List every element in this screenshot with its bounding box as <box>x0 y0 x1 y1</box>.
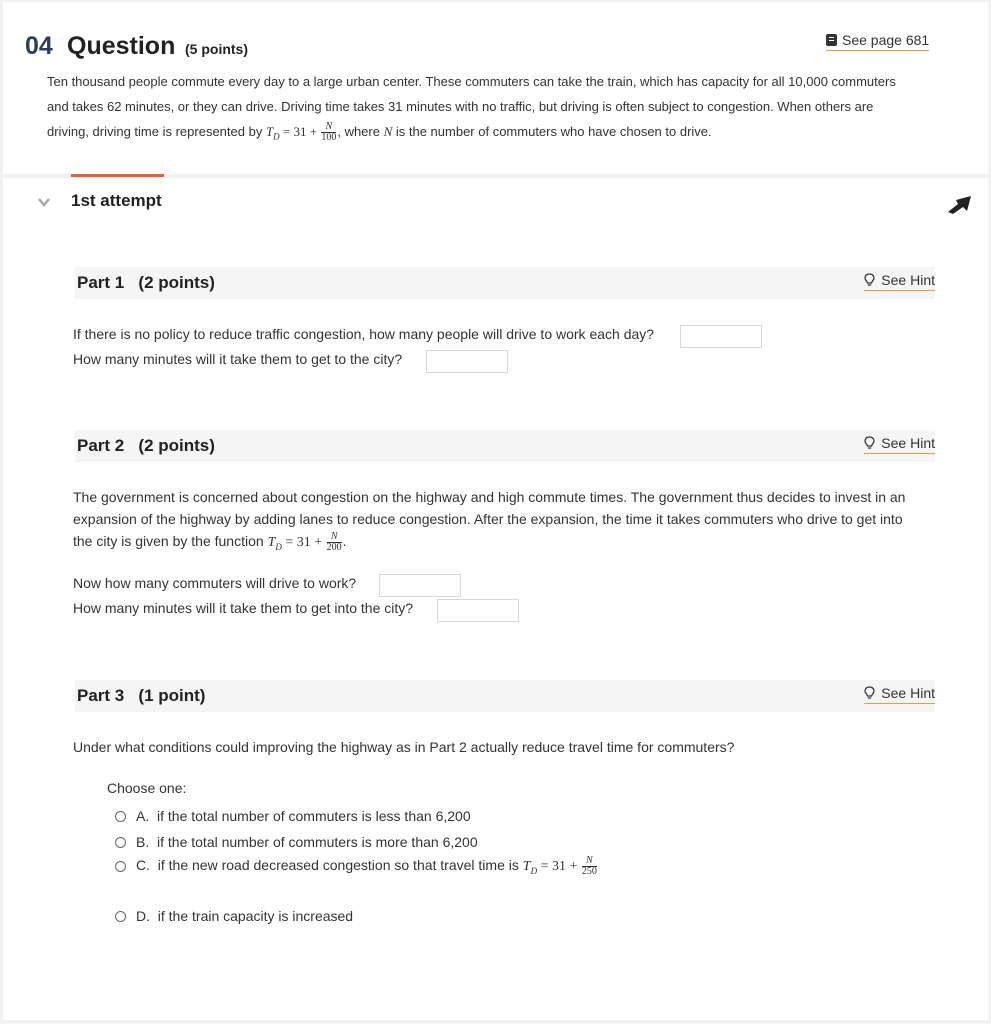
part1-answer2-input[interactable] <box>426 350 508 373</box>
formula-eq: = 31 + <box>281 535 326 550</box>
radio-button[interactable] <box>115 811 126 822</box>
part2-answer2-input[interactable] <box>437 599 519 622</box>
option-label: D. if the train capacity is increased <box>136 908 354 924</box>
text-fragment: the city is given by the function <box>73 533 268 549</box>
pin-icon[interactable] <box>945 192 975 214</box>
formula-tdrive: $T_D$ <box>265 124 280 142</box>
formula-tdrive: $T_D$ <box>522 859 538 876</box>
text-fragment: . <box>342 533 347 549</box>
radio-button[interactable] <box>115 911 126 922</box>
formula-eq: = 31 + <box>279 124 321 139</box>
hint-label: See Hint <box>881 272 935 288</box>
hint-label: See Hint <box>881 435 935 451</box>
choose-one-label: Choose one: <box>107 780 187 796</box>
see-page-link[interactable] <box>826 32 929 51</box>
question-text-line: Ten thousand people commute every day to a large urban center. These commuters can take the train, which has capacity for all 10,000 commuters <box>47 74 896 89</box>
formula-tdrive: $T_D$ <box>267 535 282 552</box>
option-label: B. if the total number of commuters is more than 6,200 <box>136 834 478 850</box>
option-b[interactable] <box>115 834 478 850</box>
attempt-tab-indicator <box>71 174 164 177</box>
part2-hint-link[interactable] <box>864 435 935 454</box>
part2-answer1-input[interactable] <box>379 574 461 597</box>
part3-header <box>75 680 935 712</box>
question-title: Question <box>67 32 176 60</box>
part2-title: Part 2 (2 points) <box>77 436 215 455</box>
see-page-label: See page 681 <box>842 32 930 48</box>
option-label: A. if the total number of commuters is less than 6,200 <box>136 808 471 824</box>
part3-hint-link[interactable] <box>864 685 935 704</box>
attempt-label[interactable]: 1st attempt <box>71 191 162 210</box>
lightbulb-icon <box>864 273 875 287</box>
question-text <box>47 69 937 150</box>
part3-title: Part 3 (1 point) <box>77 686 206 705</box>
option-c[interactable] <box>115 856 598 877</box>
chevron-down-icon[interactable] <box>37 195 51 209</box>
text-fragment: is the number of commuters who have chosen to drive. <box>392 124 712 139</box>
question-number: 04 <box>25 32 53 60</box>
hint-label: See Hint <box>881 685 935 701</box>
text-fragment: , where <box>337 124 384 139</box>
part2-text-line <box>73 530 933 558</box>
text-fragment: driving, driving time is represented by <box>47 124 266 139</box>
option-d[interactable] <box>115 908 353 924</box>
part1-hint-link[interactable] <box>864 272 935 291</box>
part3-question: Under what conditions could improving the highway as in Part 2 actually reduce travel time for commuters? <box>73 739 735 755</box>
attempt-card <box>3 178 988 1020</box>
radio-button[interactable] <box>115 861 126 872</box>
part1-title: Part 1 (2 points) <box>77 273 215 292</box>
ebook-icon <box>826 34 837 46</box>
part2-question1: Now how many commuters will drive to work? <box>73 575 357 591</box>
part1-answer1-input[interactable] <box>680 325 762 348</box>
lightbulb-icon <box>864 436 875 450</box>
option-label: C. if the new road decreased congestion so that travel time is $T_D = 31$ + $\frac{N}{250}$ <box>136 855 597 877</box>
part2-question2: How many minutes will it take them to get into the city? <box>73 600 414 616</box>
part2-text-line: The government is concerned about congestion on the highway and high commute times. The government thus decides to invest in an <box>73 489 906 505</box>
part1-header <box>75 267 935 299</box>
part2-header <box>75 430 935 462</box>
part2-text <box>73 486 933 558</box>
lightbulb-icon <box>864 686 875 700</box>
fraction: $\frac{N}{250}$ <box>581 855 597 877</box>
part1-question1: If there is no policy to reduce traffic congestion, how many people will drive to work each day? <box>73 326 655 342</box>
var-n: N <box>383 124 393 139</box>
question-points: (5 points) <box>185 41 248 57</box>
question-card <box>3 2 988 174</box>
question-text-line <box>47 119 937 150</box>
radio-button[interactable] <box>115 837 126 848</box>
question-text-line: and takes 62 minutes, or they can drive. Driving time takes 31 minutes with no traffic, but driving is often subject to congestion. When others are <box>47 99 874 114</box>
fraction: $\frac{N}{100}$ <box>321 121 337 144</box>
part1-question2: How many minutes will it take them to get to the city? <box>73 351 403 367</box>
option-a[interactable] <box>115 808 471 824</box>
fraction: $\frac{N}{200}$ <box>326 530 342 553</box>
part2-text-line: expansion of the highway by adding lanes to reduce congestion. After the expansion, the time it takes commuters who drive to get into <box>73 511 903 527</box>
